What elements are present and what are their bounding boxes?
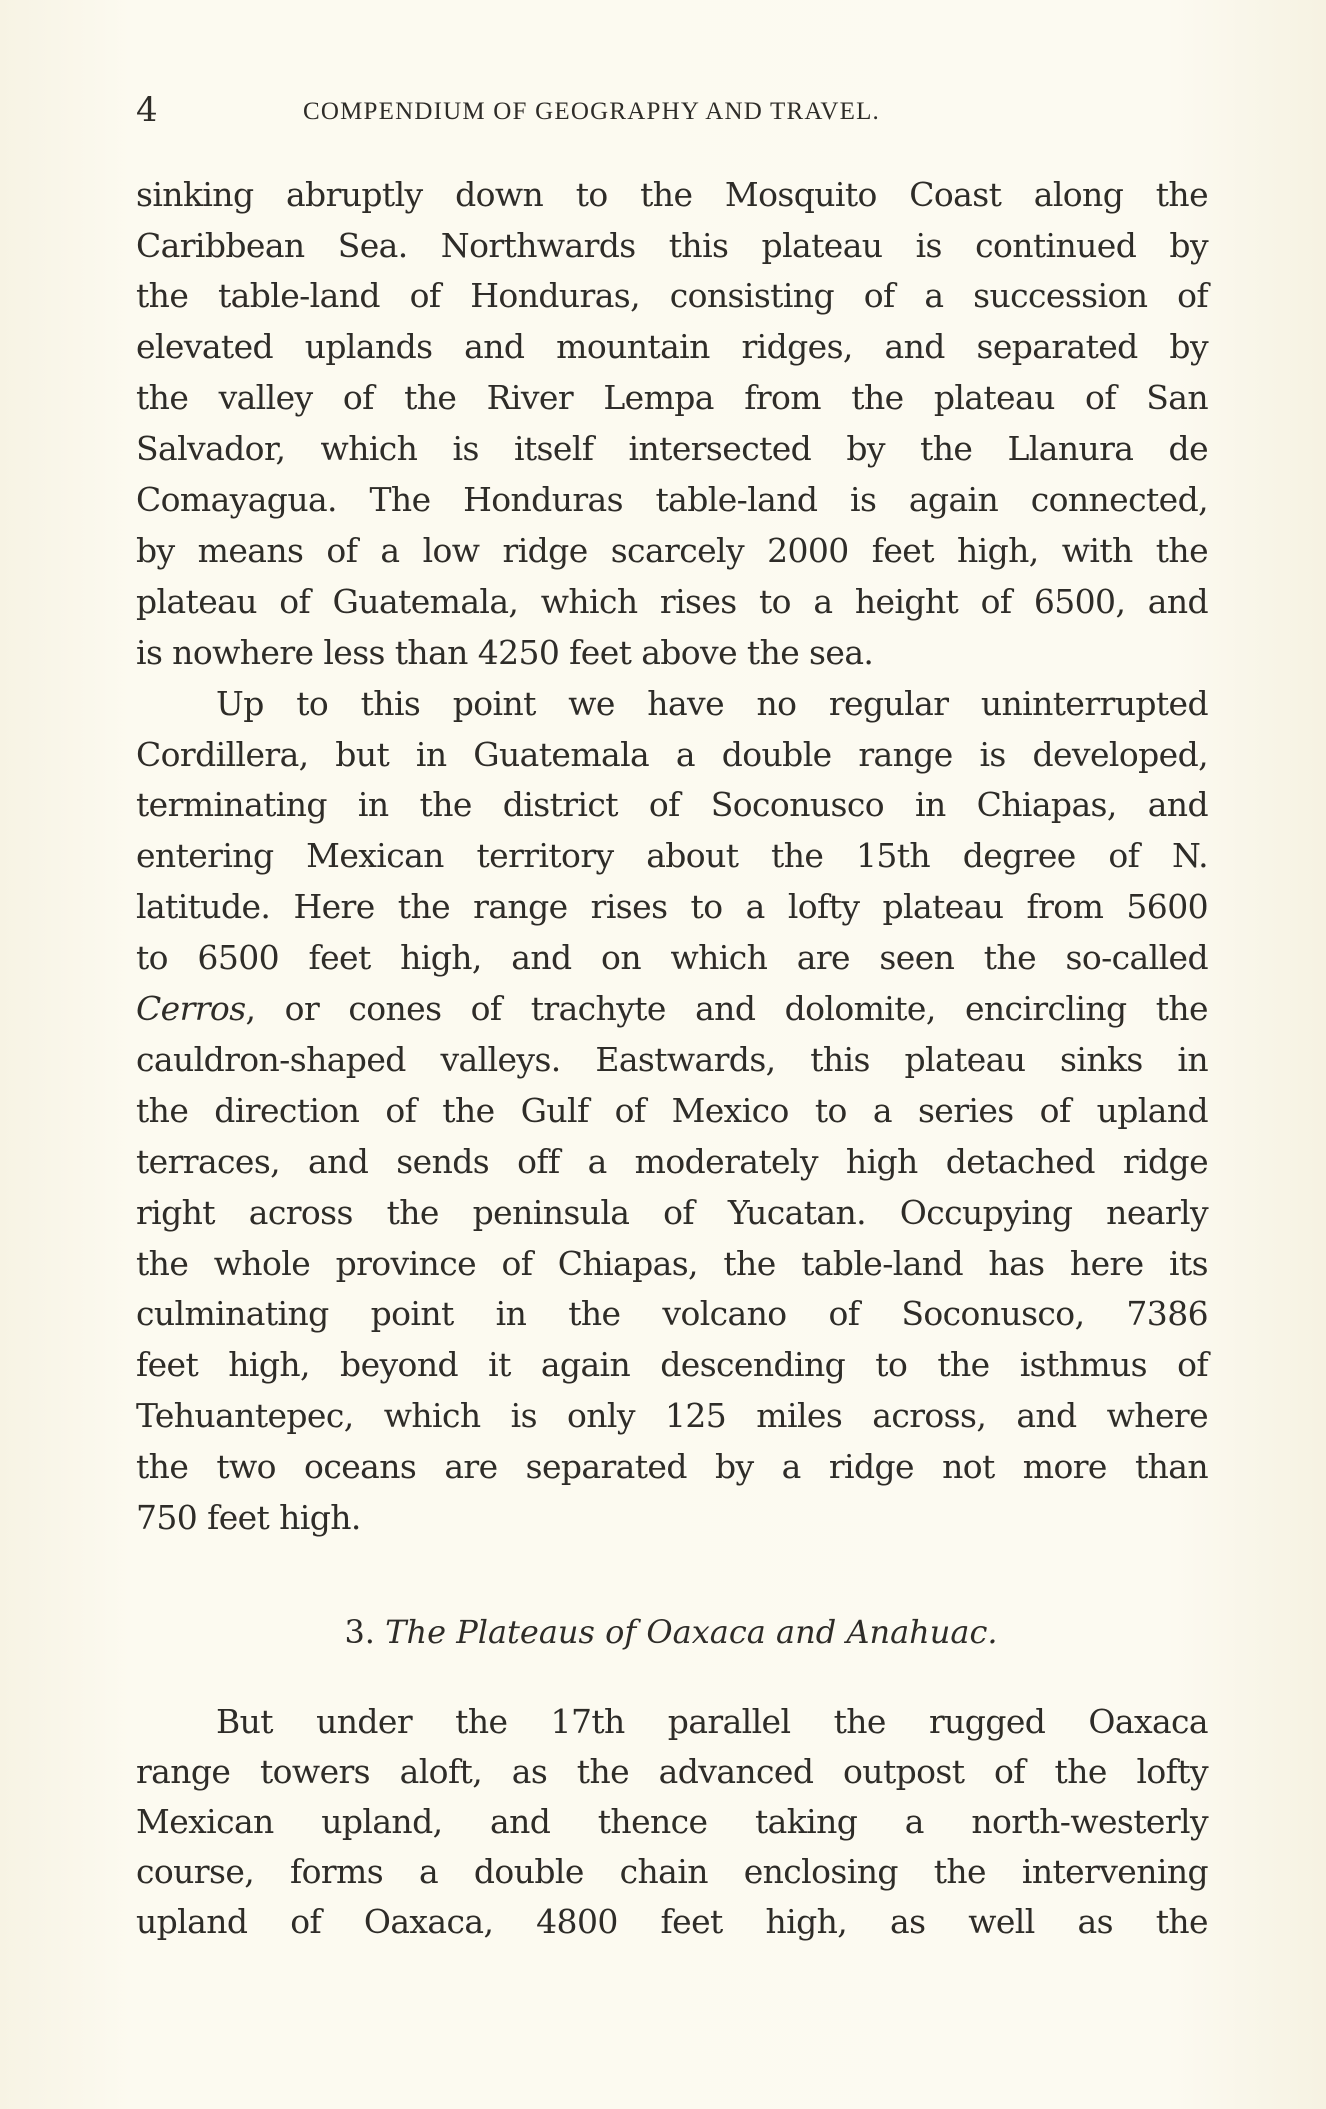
text-line: the two oceans are separated by a ridge not more than (136, 1447, 1208, 1486)
text-line: sinking abruptly down to the Mosquito Coast along the (136, 175, 1208, 214)
text-line: feet high, beyond it again descending to the isthmus of (136, 1345, 1208, 1384)
text-line: entering Mexican territory about the 15th degree of N. (136, 836, 1208, 875)
text-line: by means of a low ridge scarcely 2000 feet high, with the (136, 531, 1208, 570)
text-line: Mexican upland, and thence taking a north-westerly (136, 1802, 1208, 1841)
text-line: the direction of the Gulf of Mexico to a series of upland (136, 1091, 1208, 1130)
text-line: terraces, and sends off a moderately high detached ridge (136, 1142, 1208, 1181)
text-line: the valley of the River Lempa from the plateau of San (136, 378, 1208, 417)
text-line: Cordillera, but in Guatemala a double range is developed, (136, 735, 1208, 774)
text-line: elevated uplands and mountain ridges, and separated by (136, 327, 1208, 366)
section-number: 3. (344, 1613, 375, 1651)
page-number: 4 (136, 90, 158, 130)
text-line: to 6500 feet high, and on which are seen the so-called (136, 938, 1208, 977)
text-line: Salvador, which is itself intersected by the Llanura de (136, 429, 1208, 468)
text-line: the whole province of Chiapas, the table-land has here its (136, 1244, 1208, 1283)
italic-term: Cerros (136, 989, 246, 1028)
text-line: latitude. Here the range rises to a lofty plateau from 5600 (136, 887, 1208, 926)
text-line: Tehuantepec, which is only 125 miles across, and where (136, 1396, 1208, 1435)
running-header (136, 88, 1208, 132)
text-line: But under the 17th parallel the rugged Oaxaca (216, 1702, 1208, 1741)
text-line: range towers aloft, as the advanced outpost of the lofty (136, 1752, 1208, 1791)
section-title: The Plateaus of Oaxaca and Anahuac. (385, 1613, 998, 1651)
text-line: 750 feet high. (136, 1498, 361, 1537)
section-heading (0, 1607, 1326, 1657)
text-line: Up to this point we have no regular uninterrupted (216, 684, 1208, 723)
text-line: course, forms a double chain enclosing the intervening (136, 1852, 1208, 1891)
text-line: the table-land of Honduras, consisting of a succession of (136, 276, 1208, 315)
text-line: right across the peninsula of Yucatan. Occupying nearly (136, 1193, 1208, 1232)
text-line (136, 984, 1208, 1034)
text-line: Caribbean Sea. Northwards this plateau is continued by (136, 226, 1208, 265)
running-title: COMPENDIUM OF GEOGRAPHY AND TRAVEL. (303, 98, 881, 125)
text-line: plateau of Guatemala, which rises to a height of 6500, and (136, 582, 1208, 621)
text-line: terminating in the district of Soconusco in Chiapas, and (136, 785, 1208, 824)
text-line: is nowhere less than 4250 feet above the sea. (136, 633, 874, 672)
text-line: upland of Oaxaca, 4800 feet high, as well as the (136, 1902, 1208, 1941)
text-line: cauldron-shaped valleys. Eastwards, this plateau sinks in (136, 1040, 1208, 1079)
text-line: culminating point in the volcano of Soconusco, 7386 (136, 1294, 1208, 1333)
text-span: , or cones of trachyte and dolomite, encircling the (245, 989, 1208, 1028)
text-line: Comayagua. The Honduras table-land is again connected, (136, 480, 1208, 519)
